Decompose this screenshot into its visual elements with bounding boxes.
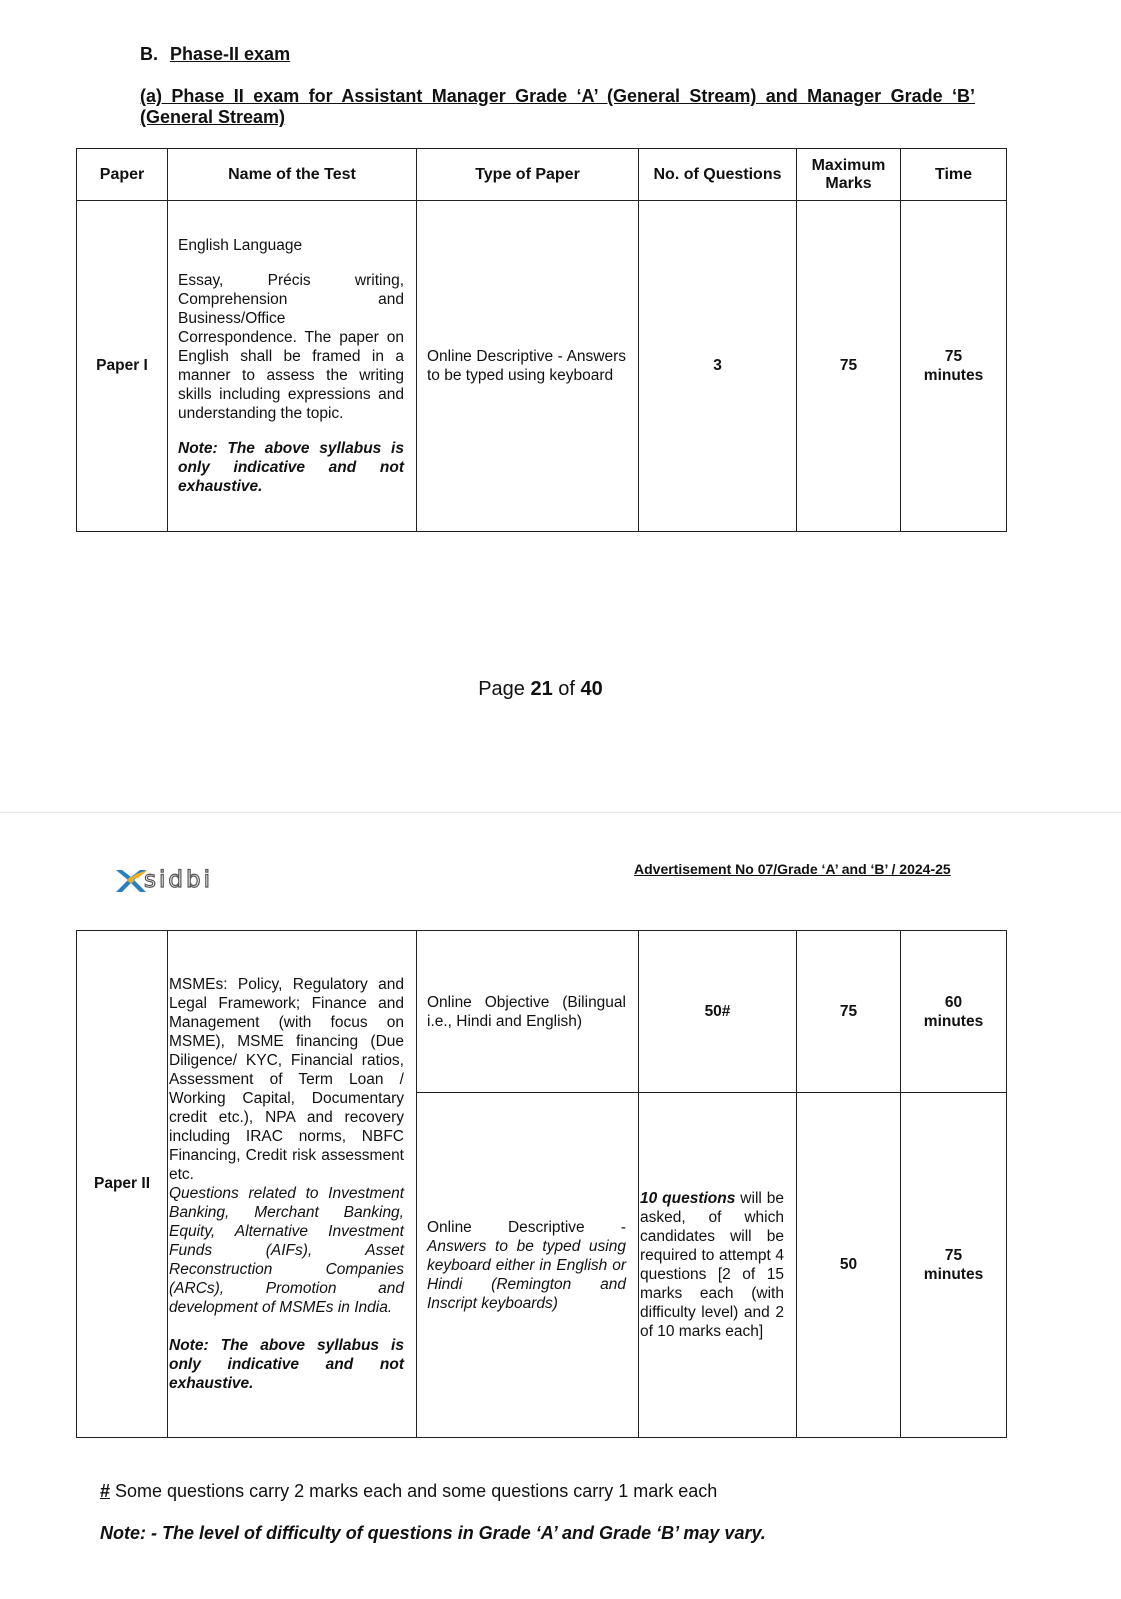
table-row: [77, 931, 1007, 1093]
header-marks: [797, 149, 901, 201]
paper1-test-cell: [168, 201, 417, 532]
section-title: Phase-II exam: [170, 44, 291, 64]
table-header-row: [77, 149, 1007, 201]
page-current: 21: [530, 678, 553, 700]
header-name: Name of the Test: [168, 149, 417, 201]
paper2-test-cell: [168, 931, 417, 1438]
paper2-descriptive-type-rest: Answers to be typed using keyboard either in English or Hindi (Remington and Inscript keyboards): [427, 1237, 626, 1312]
section-heading: [140, 44, 290, 65]
header-time: Time: [901, 149, 1007, 201]
paper1-time-value: 75: [944, 348, 963, 365]
section-letter: B.: [140, 44, 158, 64]
paper2-test-desc-italic: Questions related to Investment Banking, Merchant Banking, Equity, Alternative Investment Funds (AIFs), Asset Reconstruction Companies (ARCs), Promotion and development of MSMEs in India.: [169, 1185, 404, 1316]
sub-heading: (a) Phase II exam for Assistant Manager Grade ‘A’ (General Stream) and Manager Grade ‘B’ (General Stream): [140, 86, 975, 127]
paper2-objective-time-unit: minutes: [923, 1012, 984, 1030]
paper1-questions: 3: [639, 201, 797, 532]
footnote-text: Some questions carry 2 marks each and some questions carry 1 mark each: [110, 1481, 718, 1501]
paper2-objective-questions: 50#: [639, 931, 797, 1093]
paper1-type: Online Descriptive - Answers to be typed using keyboard: [417, 201, 639, 532]
paper2-note: Note: The above syllabus is only indicative and not exhaustive.: [169, 1337, 404, 1392]
paper1-note: Note: The above syllabus is only indicative and not exhaustive.: [178, 439, 404, 495]
header-marks-line1: Maximum: [811, 156, 886, 174]
header-paper: Paper: [77, 149, 168, 201]
paper2-descriptive-marks: 50: [797, 1093, 901, 1438]
paper2-descriptive-questions: [639, 1093, 797, 1438]
sidbi-logo: [114, 866, 213, 896]
paper2-label: Paper II: [77, 931, 168, 1438]
paper1-marks: 75: [797, 201, 901, 532]
header-type: Type of Paper: [417, 149, 639, 201]
header-marks-line2: Marks: [825, 174, 872, 192]
paper2-descriptive-time-value: 75: [944, 1247, 963, 1264]
paper1-test-desc: Essay, Précis writing, Comprehension and Business/Office Correspondence. The paper on English shall be framed in a manner to assess the writing skills including expressions and understanding the topic.: [178, 271, 404, 422]
paper2-descriptive-questions-bold: 10 questions: [640, 1190, 736, 1207]
paper2-descriptive-time: [901, 1093, 1007, 1438]
paper1-time-unit: minutes: [923, 367, 984, 384]
paper2-descriptive-questions-rest: will be asked, of which candidates will be required to attempt 4 questions [2 of 15 marks each (with difficulty level) and 2 of 10 marks each]: [640, 1190, 784, 1340]
sidbi-logo-text: sidbi: [144, 867, 213, 893]
paper2-objective-time-value: 60: [944, 993, 963, 1011]
page-separator: [0, 812, 1121, 813]
paper2-descriptive-type-line1: Online Descriptive -: [427, 1218, 626, 1236]
table-row: [77, 201, 1007, 532]
paper1-test-title: English Language: [178, 236, 303, 254]
footnote: [100, 1481, 717, 1502]
paper2-descriptive-time-unit: minutes: [923, 1266, 984, 1283]
phase2-table-paper1: [76, 148, 1007, 532]
paper2-test-desc: MSMEs: Policy, Regulatory and Legal Framework; Finance and Management (with focus on MSME), MSME financing (Due Diligence/ KYC, Financial ratios, Assessment of Term Loan / Working Capital, Documentary credit etc.), NPA and recovery including IRAC norms, NBFC Financing, Credit risk assessment etc.: [169, 976, 404, 1183]
footnote-hash: #: [100, 1481, 111, 1501]
paper2-objective-time: [901, 931, 1007, 1093]
header-questions: No. of Questions: [639, 149, 797, 201]
paper1-label: Paper I: [77, 201, 168, 532]
paper2-objective-type: Online Objective (Bilingual i.e., Hindi and English): [417, 931, 639, 1093]
phase2-table-paper2: [76, 930, 1007, 1438]
paper1-time: [901, 201, 1007, 532]
advertisement-number: Advertisement No 07/Grade ‘A’ and ‘B’ / 2024-25: [634, 861, 951, 877]
paper2-objective-marks: 75: [797, 931, 901, 1093]
page-total: 40: [580, 678, 603, 700]
difficulty-note: Note: - The level of difficulty of questions in Grade ‘A’ and Grade ‘B’ may vary.: [100, 1523, 766, 1543]
page-number: Page 21 of 40: [478, 678, 603, 700]
paper2-descriptive-type: [417, 1093, 639, 1438]
